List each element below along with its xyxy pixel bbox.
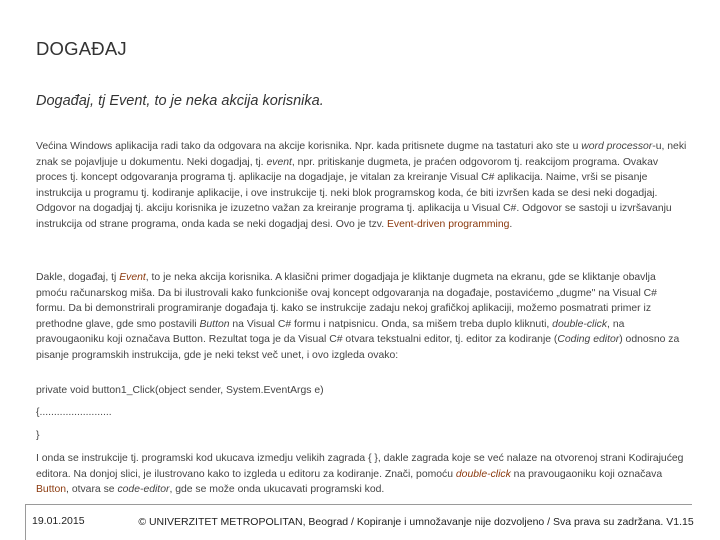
- text-run: , to je neka akcija korisnika. A klasični primer dogadjaja je kliktanje dugmeta na ekranu, gde se kliktanje obavlja pmoću računarskog miša. Da bi ilustrovali kako funkcioniše ovaj koncept odgovaranja na događaje, postavićemo „dugme" na Visual C# formu. Da bi demonstrirali programiranje događaja tj. kako se instrukcije zadaju nekoj grafičkoj aplikaciji, možemo posmatrati primer iz prethodne glave, gde smo postavili: [36, 272, 657, 330]
- slide-footer: [25, 504, 692, 540]
- footer-date: 19.01.2015: [32, 515, 85, 527]
- footer-copyright: © UNIVERZITET METROPOLITAN, Beograd / Kopiranje i umnožavanje nije dozvoljeno / Sva prava su zadržana. V1.15: [138, 516, 694, 528]
- text-run: .: [509, 218, 513, 230]
- slide-subtitle: Događaj, tj Event, to je neka akcija korisnika.: [36, 93, 324, 109]
- term-button: Button: [36, 484, 67, 495]
- term-coding-editor: Coding editor: [557, 334, 620, 345]
- term-double-click: double-click: [552, 318, 608, 330]
- term-event: event: [266, 156, 292, 168]
- text-run: , gde se može onda ukucavati programski kod.: [169, 484, 385, 495]
- slide-title: DOGAĐAJ: [36, 38, 127, 59]
- term-event-driven-programming: Event-driven programming: [386, 218, 510, 230]
- text-run: Dakle, događaj, tj: [36, 272, 120, 283]
- term-button: Button: [199, 318, 230, 330]
- paragraph-events-intro: [36, 139, 688, 232]
- paragraph-code-editor: [36, 451, 688, 498]
- term-code-editor: code-editor: [117, 484, 170, 495]
- code-line-open-brace: {.........................: [36, 407, 112, 418]
- text-run: Većina Windows aplikacija radi tako da odgovara na akcije korisnika. Npr. kada pritisnete dugme na tastaturi ako ste u: [36, 141, 582, 152]
- text-run: I onda se instrukcije tj. programski kod ukucava izmedju velikih zagrada { }, dakle zagrada koje se već nalaze na otvorenoj strani Kodirajućeg editora. Na donjoj slici, je ilustrovano kako to izgleda u editoru za kodiranje. Znači, pomoću: [36, 453, 684, 480]
- paragraph-button-example: [36, 270, 688, 363]
- text-run: , na pravougaoniku koji označava Button. Rezultat toga je da Visual C# otvara tekstualni editor, tj. editor za kodiranje (: [36, 318, 625, 345]
- text-run: , npr. pritiskanje dugmeta, je praćen odgovorom tj. reakcijom programa. Ovakav proces tj. koncept odgovaranja programa tj. aplikacije na dogadjaje, je vitalan za kreiranje Visual C# aplikacija. Naime, vrši se pisanje instrukcija u programu tj. kodiranje aplikacije, i ove instrukcije tj. neki blok programskog koda, će biti izvršen kada se desi neki dogadjaj. Odgovor na dogadjaj tj. akciju korisnika je izuzetno važan za kreiranje programa tj. aplikacija u Visual C#. Odgovor se sastoji u izvršavanju instrukcija od strane programa, onda kada se neki dogadjaj desi. Ovo je tzv.: [36, 156, 672, 230]
- code-line-signature: private void button1_Click(object sender, System.EventArgs e): [36, 385, 324, 396]
- code-line-close-brace: }: [36, 430, 40, 441]
- text-run: -u, neki znak se pojavljuje u dokumentu. Neki dogadjaj, tj.: [36, 141, 687, 168]
- term-double-click: double-click: [455, 468, 511, 480]
- term-event: Event: [119, 272, 146, 283]
- text-run: na pravougaoniku koji označava: [510, 468, 663, 480]
- text-run: na Visual C# formu i natpisnicu. Onda, sa mišem treba duplo kliknuti,: [229, 318, 553, 330]
- text-run: ) odnosno za pisanje programskih instrukcija, gde je neki tekst več unet, i ovo izgleda ovako:: [36, 334, 680, 361]
- term-word-processor: word processor: [581, 141, 653, 152]
- text-run: , otvara se: [66, 484, 118, 495]
